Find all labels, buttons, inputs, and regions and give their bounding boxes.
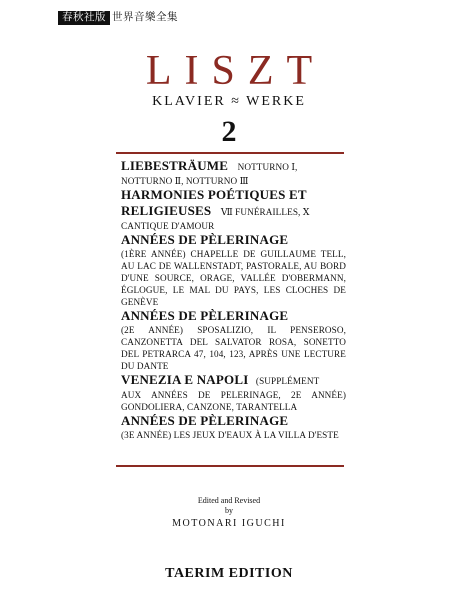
section-description: CANTIQUE D'AMOUR <box>121 221 215 231</box>
composer-title: LISZT <box>145 48 326 94</box>
author-name: MOTONARI IGUCHI <box>172 518 286 529</box>
section-title: ANNÉES DE PÈLERINAGE <box>121 308 289 323</box>
section-description: (2E ANNÉE) SPOSALIZIO, IL PENSEROSO, CANZONETTA DEL SALVATOR ROSA, SONETTO DEL PETRARCA 47, 104, 123, APRÈS UNE LECTURE DU DANTE <box>121 325 346 371</box>
contents-section <box>121 413 346 441</box>
publisher-label: 春秋社版 <box>58 11 110 25</box>
contents-section <box>121 232 346 308</box>
bottom-divider <box>116 465 344 467</box>
contents-section <box>121 187 346 232</box>
section-description: AUX ANNÉES DE PELERINAGE, 2E ANNÉE) GONDOLIERA, CANZONE, TARANTELLA <box>121 390 346 412</box>
top-divider <box>116 152 344 154</box>
section-description: (1ÈRE ANNÉE) CHAPELLE DE GUILLAUME TELL, AU LAC DE WALLENSTADT, PASTORALE, AU BORD D'UNE SOURCE, ORAGE, VALLÉE D'OBERMANN, ÉGLOGUE, LE MAL DU PAYS, LES CLOCHES DE GENÈVE <box>121 249 346 307</box>
section-inline: (SUPPLÉMENT <box>255 376 320 386</box>
section-title: ANNÉES DE PÈLERINAGE <box>121 413 289 428</box>
by-label: by <box>225 506 233 515</box>
section-description: NOTTURNO Ⅱ, NOTTURNO Ⅲ <box>121 176 249 186</box>
volume-number: 2 <box>221 115 237 148</box>
section-title: VENEZIA E NAPOLI <box>121 372 249 387</box>
contents-list <box>121 158 346 441</box>
section-title: LIEBESTRÄUME <box>121 158 229 173</box>
edition-label: TAERIM EDITION <box>165 566 293 581</box>
subtitle: KLAVIER ≈ WERKE <box>152 94 306 109</box>
section-title: HARMONIES POÉTIQUES ET RELIGIEUSES <box>121 187 307 218</box>
section-title: ANNÉES DE PÈLERINAGE <box>121 232 289 247</box>
section-inline: NOTTURNO Ⅰ, <box>237 162 298 172</box>
section-inline: Ⅶ FUNÉRAILLES, Ⅹ <box>220 207 310 217</box>
contents-section <box>121 372 346 413</box>
section-description: (3E ANNÉE) LES JEUX D'EAUX À LA VILLA D'ESTE <box>121 430 339 440</box>
contents-section <box>121 158 346 187</box>
edited-label: Edited and Revised <box>197 496 261 505</box>
contents-section <box>121 308 346 372</box>
series-label: 世界音樂全集 <box>112 12 178 23</box>
